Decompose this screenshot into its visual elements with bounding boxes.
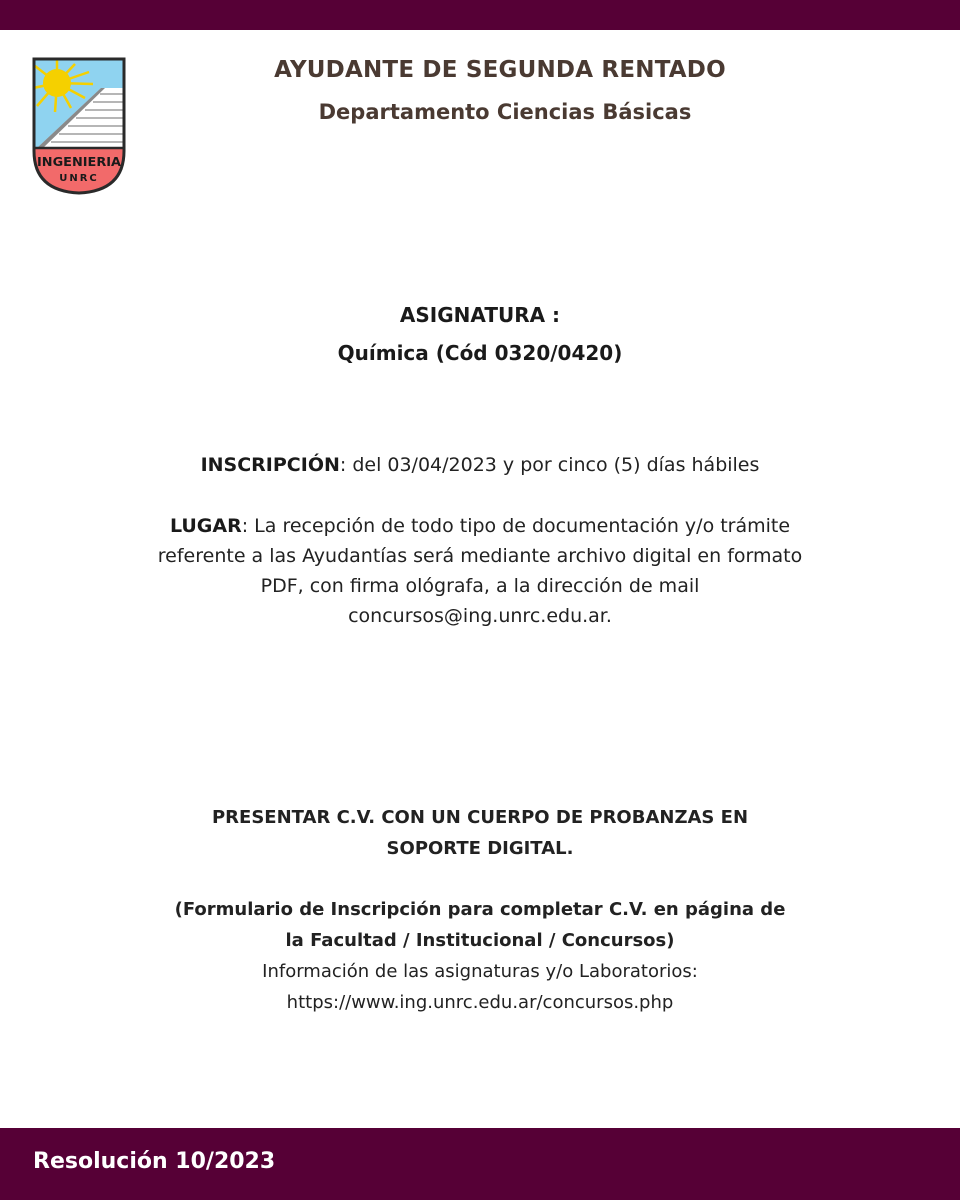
inscripcion-paragraph bbox=[0, 451, 960, 479]
department-subtitle: Departamento Ciencias Básicas bbox=[318, 100, 692, 124]
presentar-cv-notice bbox=[160, 802, 800, 864]
page-title: AYUDANTE DE SEGUNDA RENTADO bbox=[274, 57, 726, 83]
inscripcion-text: : del 03/04/2023 y por cinco (5) días hábiles bbox=[339, 454, 760, 476]
logo-text-bottom: UNRC bbox=[59, 173, 99, 184]
lugar-line-1: : La recepción de todo tipo de documentación y/o trámite bbox=[241, 515, 791, 537]
asignatura-value: Química (Cód 0320/0420) bbox=[337, 341, 623, 365]
asignatura-label: ASIGNATURA : bbox=[399, 303, 561, 327]
lugar-line-2: referente a las Ayudantías será mediante archivo digital en formato bbox=[157, 545, 803, 567]
lugar-line-3: PDF, con firma ológrafa, a la dirección de mail bbox=[260, 575, 700, 597]
lugar-email: concursos@ing.unrc.edu.ar. bbox=[348, 605, 612, 627]
info-line-1: Información de las asignaturas y/o Laboratorios: bbox=[262, 961, 698, 982]
formulario-note bbox=[130, 894, 830, 956]
inscripcion-label: INSCRIPCIÓN bbox=[200, 454, 340, 476]
top-banner-bar bbox=[0, 0, 960, 30]
formulario-line-1: (Formulario de Inscripción para completar C.V. en página de bbox=[174, 899, 786, 920]
presentar-line-2: SOPORTE DIGITAL. bbox=[386, 838, 574, 859]
formulario-line-2: la Facultad / Institucional / Concursos) bbox=[285, 930, 675, 951]
resolution-label: Resolución 10/2023 bbox=[33, 1149, 276, 1174]
info-paragraph bbox=[0, 956, 960, 1018]
logo-text-top: INGENIERIA bbox=[37, 154, 122, 169]
info-url: https://www.ing.unrc.edu.ar/concursos.php bbox=[286, 992, 674, 1013]
presentar-line-1: PRESENTAR C.V. CON UN CUERPO DE PROBANZAS EN bbox=[211, 807, 749, 828]
lugar-label: LUGAR bbox=[169, 515, 242, 537]
lugar-paragraph bbox=[80, 511, 880, 631]
